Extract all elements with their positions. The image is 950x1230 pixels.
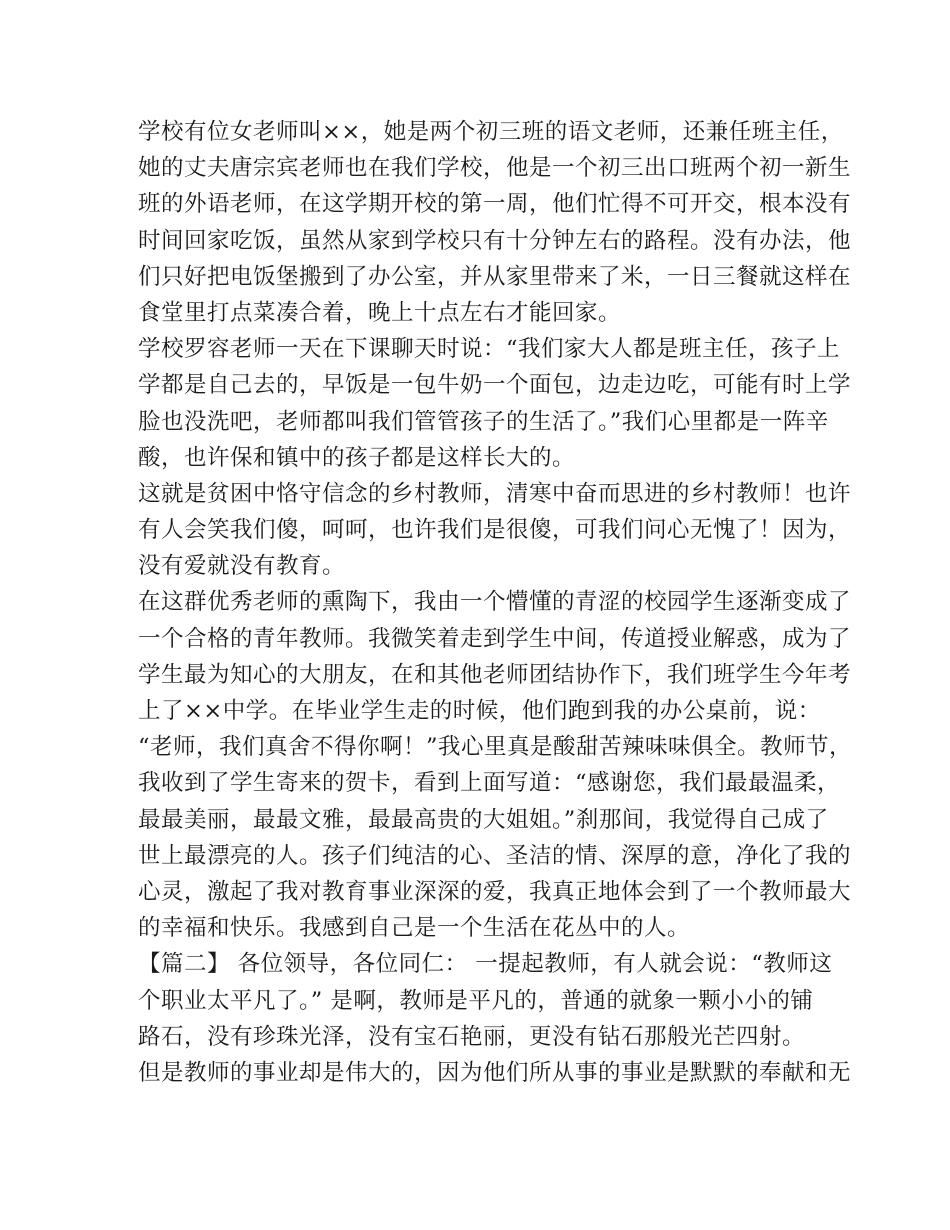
text-line: 她的丈夫唐宗宾老师也在我们学校，他是一个初三出口班两个初一新生 [138,155,852,182]
text-line: “老师，我们真舍不得你啊！”我心里真是酸甜苦辣味味俱全。教师节， [138,734,853,761]
text-line: 学校罗容老师一天在下课聊天时说：“我们家大人都是班主任，孩子上 [138,336,841,363]
text-line: 时间回家吃饭，虽然从家到学校只有十分钟左右的路程。没有办法，他 [138,227,852,254]
text-line: 班的外语老师，在这学期开校的第一周，他们忙得不可开交，根本没有 [138,191,852,218]
text-line: 我收到了学生寄来的贺卡，看到上面写道：“感谢您，我们最最温柔， [138,770,841,797]
text-line: 一个合格的青年教师。我微笑着走到学生中间，传道授业解惑，成为了 [138,625,852,652]
text-line: 世上最漂亮的人。孩子们纯洁的心、圣洁的情、深厚的意，净化了我的 [138,842,852,869]
text-line: 上了××中学。在毕业学生走的时候，他们跑到我的办公桌前，说： [138,698,821,724]
text-line: 的幸福和快乐。我感到自己是一个生活在花丛中的人。 [138,915,691,942]
text-line: 个职业太平凡了。” 是啊，教师是平凡的，普通的就象一颗小小的铺 [138,987,814,1014]
text-line: 学生最为知心的大朋友，在和其他老师团结协作下，我们班学生今年考 [138,661,852,688]
text-line: 心灵，激起了我对教育事业深深的爱，我真正地体会到了一个教师最大 [138,878,852,905]
document-body [138,114,853,1091]
text-line: 没有爱就没有教育。 [138,553,346,580]
text-line: 路石，没有珍珠光泽，没有宝石艳丽，更没有钻石那般光芒四射。 [138,1023,806,1050]
text-line: 【篇二】 各位领导，各位同仁： 一提起教师，有人就会说：“教师这 [138,951,833,978]
text-line: 食堂里打点菜凑合着，晚上十点左右才能回家。 [138,299,622,326]
text-line: 酸，也许保和镇中的孩子都是这样长大的。 [138,444,576,471]
text-line: 最最美丽，最最文雅，最最高贵的大姐姐。”刹那间，我觉得自己成了 [138,806,829,833]
text-line: 学都是自己去的，早饭是一包牛奶一个面包，边走边吃，可能有时上学 [138,372,852,399]
text-line: 在这群优秀老师的熏陶下，我由一个懵懂的青涩的校园学生逐渐变成了 [138,589,852,616]
text-line: 但是教师的事业却是伟大的，因为他们所从事的事业是默默的奉献和无 [138,1059,852,1086]
text-line: 有人会笑我们傻，呵呵，也许我们是很傻，可我们问心无愧了！因为， [138,517,852,544]
text-line: 们只好把电饭堡搬到了办公室，并从家里带来了米，一日三餐就这样在 [138,263,852,290]
text-line: 学校有位女老师叫××，她是两个初三班的语文老师，还兼任班主任， [138,119,844,145]
text-line: 脸也没洗吧，老师都叫我们管管孩子的生活了。”我们心里都是一阵辛 [138,408,829,435]
text-line: 这就是贫困中恪守信念的乡村教师，清寒中奋而思进的乡村教师！也许 [138,480,852,507]
